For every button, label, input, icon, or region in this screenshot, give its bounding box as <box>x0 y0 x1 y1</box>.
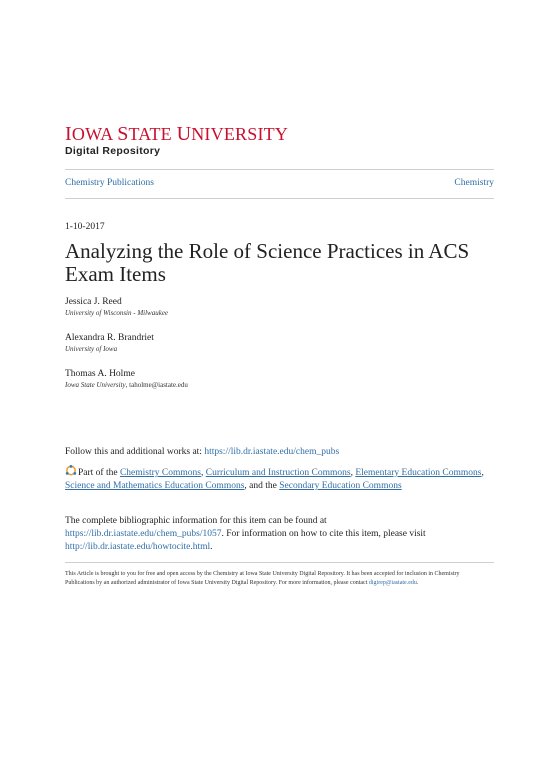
logo-letter: I <box>65 123 72 145</box>
logo-letter: S <box>117 123 129 145</box>
footer-text: . <box>416 580 419 586</box>
separator: , <box>350 468 356 478</box>
commons-link[interactable]: Chemistry Commons <box>119 468 201 478</box>
author-affiliation <box>65 344 495 354</box>
howtocite-link[interactable]: http://lib.dr.iastate.edu/howtocite.html <box>65 542 211 552</box>
top-divider <box>65 169 494 170</box>
logo-subtitle: Digital Repository <box>65 145 161 157</box>
footer-text: This Article is brought to you for free and open access by the Chemistry at Iowa State University Digital Repository. It has been accepted for inclusion in Chemistry Publications by an authorized administrator of Iowa State University Digital Repository. For more information, please contact <box>65 571 460 586</box>
commons-link[interactable]: Curriculum and Instruction Commons <box>205 468 351 478</box>
commons-link[interactable]: Elementary Education Commons <box>355 468 482 478</box>
nav-divider <box>65 198 494 199</box>
separator: , <box>200 468 206 478</box>
commons-link[interactable]: Science and Mathematics Education Commons <box>65 481 245 491</box>
footer-notice <box>65 570 490 588</box>
commons-link[interactable]: Secondary Education Commons <box>279 481 402 491</box>
logo-letter: U <box>176 123 192 145</box>
logo-letters: NIVERSITY <box>191 124 289 144</box>
department-link[interactable]: Chemistry <box>454 178 494 188</box>
part-of-paragraph <box>65 465 485 493</box>
author-affiliation <box>65 308 495 318</box>
item-url-link[interactable]: https://lib.dr.iastate.edu/chem_pubs/1057 <box>65 529 222 539</box>
biblio-text: . For information on how to cite this item, please visit <box>221 529 426 539</box>
logo-wordmark <box>65 125 288 143</box>
author-name: Alexandra R. Brandriet <box>65 333 154 343</box>
affiliation-text: Iowa State University <box>65 381 126 389</box>
author-block <box>65 368 495 390</box>
bibliographic-note <box>65 515 485 554</box>
separator: , <box>481 468 484 478</box>
footer-divider <box>65 562 494 563</box>
logo-letters: OWA <box>71 124 118 144</box>
contact-email-link[interactable]: digirep@iastate.edu <box>368 580 417 586</box>
article-title: Analyzing the Role of Science Practices in ACS Exam Items <box>65 239 470 286</box>
author-name: Jessica J. Reed <box>65 297 122 307</box>
author-affiliation: Iowa State University, taholme@iastate.edu <box>65 381 188 389</box>
author-name: Thomas A. Holme <box>65 369 135 379</box>
publication-date: 1-10-2017 <box>65 222 105 232</box>
affiliation-text: University of Wisconsin - Milwaukee <box>65 309 169 317</box>
collection-link[interactable]: Chemistry Publications <box>65 178 154 188</box>
affiliation-text: University of Iowa <box>65 345 118 353</box>
author-email: taholme@iastate.edu <box>129 381 188 389</box>
author-list <box>65 296 495 404</box>
biblio-text: The complete bibliographic information for this item can be found at <box>65 516 327 526</box>
biblio-text: . <box>210 542 213 552</box>
network-icon <box>65 465 77 476</box>
author-block <box>65 296 495 318</box>
follow-line <box>65 447 495 457</box>
logo-letters: TATE <box>128 124 177 144</box>
collection-url-link[interactable]: https://lib.dr.iastate.edu/chem_pubs <box>204 447 340 457</box>
author-block <box>65 332 495 354</box>
follow-text: Follow this and additional works at: <box>65 447 205 457</box>
university-logo[interactable] <box>65 125 288 157</box>
part-of-prefix: Part of the <box>78 468 120 478</box>
separator: , and the <box>244 481 280 491</box>
